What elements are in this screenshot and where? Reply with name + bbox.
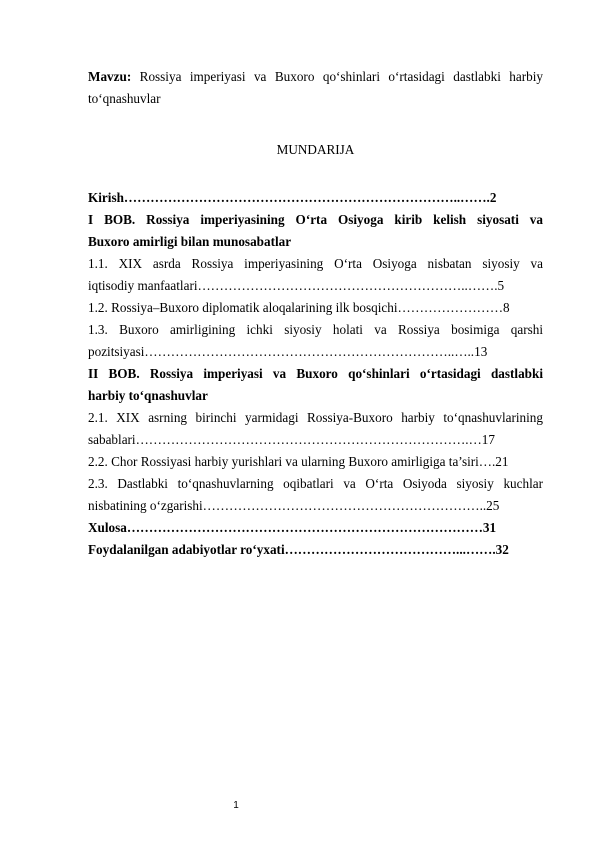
toc-heading: MUNDARIJA: [276, 142, 355, 157]
toc-line: I BOB. Rossiya imperiyasining O‘rta Osiyoga kirib kelish siyosati va: [88, 212, 543, 227]
toc-line: 2.2. Chor Rossiyasi harbiy yurishlari va ularning Buxoro amirligiga ta’siri….21: [88, 454, 509, 469]
page-number: 1: [233, 800, 239, 811]
toc-line: 1.1. XIX asrda Rossiya imperiyasining O‘rta Osiyoga nisbatan siyosiy va: [88, 256, 543, 271]
toc-line: 1.2. Rossiya–Buxoro diplomatik aloqalarining ilk bosqichi……………………8: [88, 300, 510, 315]
toc-line: Kirish…………………………………………………………………..…….2: [88, 190, 497, 205]
toc-line: 1.3. Buxoro amirligining ichki siyosiy holati va Rossiya bosimiga qarshi: [88, 322, 543, 337]
toc-line: nisbatining o‘zgarishi………………………………………………………..25: [88, 498, 500, 513]
toc-line: 2.1. XIX asrning birinchi yarmidagi Rossiya-Buxoro harbiy to‘qnashuvlarining: [88, 410, 543, 425]
topic-text: Rossiya imperiyasi va Buxoro qo‘shinlari o‘rtasidagi dastlabki harbiy to‘qnashuvlar: [88, 69, 543, 106]
toc-line: II BOB. Rossiya imperiyasi va Buxoro qo‘shinlari o‘rtasidagi dastlabki: [88, 366, 543, 381]
toc-line: iqtisodiy manfaatlari……………………………………………………..…….5: [88, 278, 505, 293]
toc-line: pozitsiyasi……………………………………………………………..…..13: [88, 344, 488, 359]
toc-line: harbiy to‘qnashuvlar: [88, 388, 208, 403]
topic-label: Mavzu:: [88, 69, 132, 84]
topic-paragraph: [88, 66, 543, 110]
table-of-contents: [88, 187, 543, 561]
toc-line: Buxoro amirligi bilan munosabatlar: [88, 234, 292, 249]
toc-line: Foydalanilgan adabiyotlar ro‘yxati…………………………………...…….32: [88, 542, 509, 557]
toc-line: Xulosa………………………………………………………………………31: [88, 520, 497, 535]
toc-line: 2.3. Dastlabki to‘qnashuvlarning oqibatlari va O‘rta Osiyoda siyosiy kuchlar: [88, 476, 543, 491]
toc-line: sabablari………………………………………………………………….…17: [88, 432, 495, 447]
document-page: [88, 66, 543, 561]
